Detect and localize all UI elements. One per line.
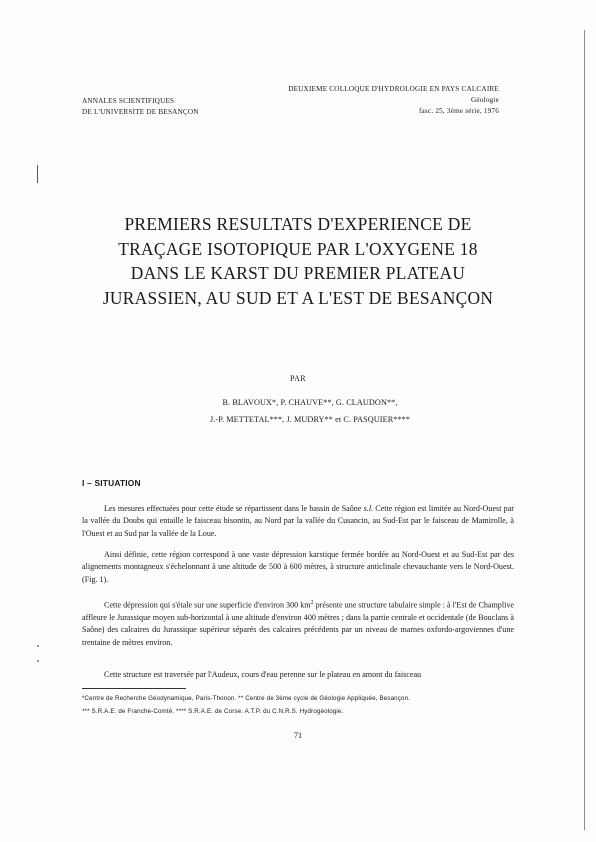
title-line: TRAÇAGE ISOTOPIQUE PAR L'OXYGENE 18 — [118, 238, 478, 259]
title-line: JURASSIEN, AU SUD ET A L'EST DE BESANÇON — [102, 287, 494, 308]
scan-mark — [37, 165, 38, 183]
byline-par: PAR — [289, 374, 307, 383]
body-paragraph — [82, 503, 514, 540]
body-paragraph — [82, 669, 514, 681]
scan-speck — [37, 645, 39, 647]
journal-header — [82, 96, 199, 118]
paragraph-text: Cette structure est traversée par l'Audeux, cours d'eau perenne sur le plateau en amont du faisceau — [104, 670, 422, 679]
scan-edge-line — [584, 30, 585, 830]
footnotes — [82, 693, 522, 718]
paragraph-text: Ainsi définie, cette région correspond à une vaste dépression karstique fermée bordée au Nord-Ouest et au Sud-Est par des alignements montagneux s'échelonnant à une altitude de 500 à 600 mètres, à structure anticlinale chevauchante vers le Nord-Ouest. (Fig. 1). — [82, 550, 514, 584]
superscript: 2 — [310, 600, 314, 606]
paragraph-text: Cette dépression qui s'étale sur une superficie d'environ 300 km — [104, 600, 311, 610]
scan-speck — [37, 660, 39, 662]
footnote-line: *Centre de Recherche Géodynamique, Paris-Thonon. ** Centre de 3ème cycle de Géologie Appliquée, Besançon. — [82, 695, 411, 702]
section-heading: I – SITUATION — [82, 478, 141, 488]
body-paragraph — [82, 597, 514, 649]
footnote-rule — [82, 688, 186, 689]
footnote-line: *** S.R.A.E. de Franche-Comté. **** S.R.A.E. de Corse. A.T.P. du C.N.R.S. Hydrogéologie. — [82, 707, 344, 715]
authors-line: J.-P. METTETAL***, J. MUDRY** et C. PASQUIER**** — [209, 415, 411, 424]
conference-issue: fasc. 25, 3ème série, 1976 — [418, 107, 499, 115]
title-line: DANS LE KARST DU PREMIER PLATEAU — [130, 263, 466, 283]
title-line: PREMIERS RESULTATS D'EXPERIENCE DE — [124, 214, 472, 234]
paper-title — [40, 212, 556, 310]
authors-line: B. BLAVOUX*, P. CHAUVE**, G. CLAUDON**, — [222, 398, 398, 407]
paragraph-text: présente une structure tabulaire simple : à l'Est de Champlive affleure le Jurassique moyen sub-horizontal à une altitude d'environ 400 mètres ; dans la partie centrale et occidentale (de Bouclans à Saône) des calcaires du Jurassique supérieur séparés des calcaires précédents par un niveau de marnes oxfordo-argoviennes d'une trentaine de mètres environ. — [82, 600, 514, 647]
italic-term: s.l. — [363, 504, 374, 513]
journal-institution: DE L'UNIVERSITE DE BESANÇON — [82, 108, 199, 116]
conference-subject: Géologie — [471, 96, 499, 104]
conference-name: DEUXIEME COLLOQUE D'HYDROLOGIE EN PAYS CALCAIRE — [288, 85, 499, 93]
paragraph-text: Les mesures effectuées pour cette étude se répartissent dans le bassin de Saône — [104, 504, 364, 513]
paragraph-text: Cette région est limitée au Nord-Ouest par la vallée du Doubs qui entaille le faisceau bisontin, au Nord par la vallée du Cusancin, au Sud-Est par le faisceau de Mamirolle, à l'Ouest et au Sud par la vallée de la Loue. — [82, 504, 514, 538]
conference-header — [288, 84, 499, 117]
journal-name: ANNALES SCIENTIFIQUES — [82, 97, 175, 105]
body-paragraph — [82, 549, 514, 586]
page-number: 71 — [293, 731, 303, 740]
author-list — [130, 394, 490, 428]
